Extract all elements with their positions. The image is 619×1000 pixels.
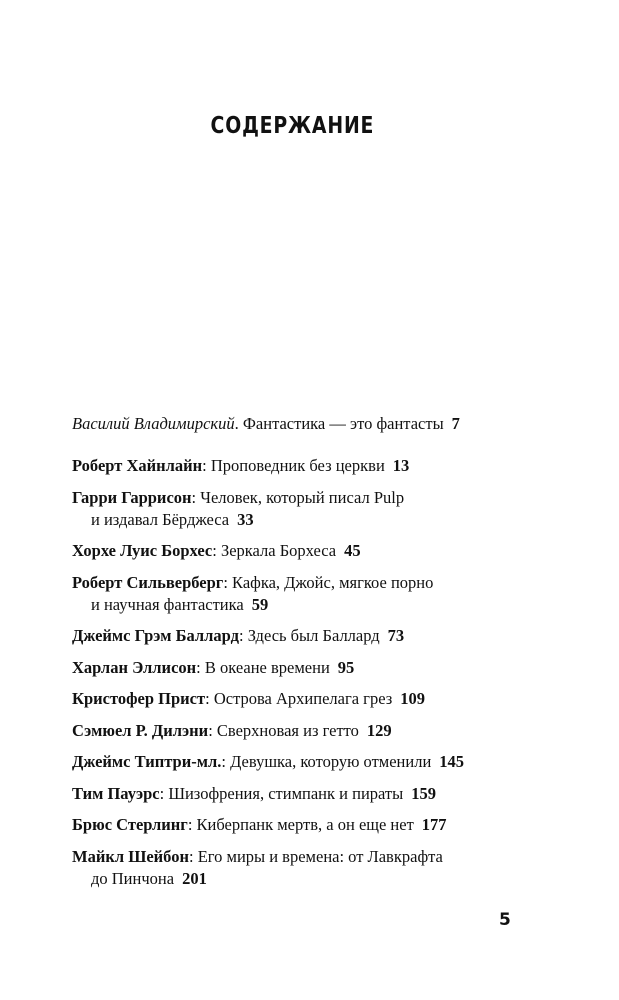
toc-title: Его миры и времена: от Лавкрафта	[197, 846, 443, 866]
toc-entry	[72, 625, 552, 647]
toc-title: Кафка, Джойс, мягкое порно	[232, 572, 434, 592]
toc-title: Острова Архипелага грез	[213, 689, 393, 708]
toc-entry	[72, 751, 552, 773]
toc-author: Тим Пауэрс	[72, 783, 160, 803]
toc-separator: :	[223, 572, 233, 592]
toc-entry	[72, 657, 552, 679]
toc-page: 95	[337, 657, 355, 677]
toc-entry	[72, 455, 552, 477]
toc-author: Джеймс Типтри-мл.	[72, 752, 222, 771]
toc-entry	[72, 688, 552, 710]
toc-author: Харлан Эллисон	[72, 657, 197, 677]
toc-author: Роберт Хайнлайн	[72, 456, 203, 475]
toc-title: Сверхновая из гетто	[216, 720, 359, 740]
toc-title-continued	[72, 509, 552, 531]
table-of-contents	[72, 413, 552, 899]
toc-separator: :	[208, 720, 217, 740]
toc-title-line2: и издавал Бёрджеса	[91, 509, 230, 529]
toc-title: Шизофрения, стимпанк и пираты	[168, 783, 404, 803]
toc-entry	[72, 572, 552, 616]
toc-title: Зеркала Борхеса	[220, 541, 337, 560]
toc-separator: .	[234, 414, 243, 433]
toc-author: Роберт Сильверберг	[72, 572, 224, 592]
toc-separator: :	[212, 541, 221, 560]
toc-title: Человек, который писал Pulp	[200, 487, 405, 507]
toc-title: Киберпанк мертв, а он еще нет	[196, 815, 414, 834]
toc-entry	[72, 846, 552, 890]
toc-author: Джеймс Грэм Баллард	[72, 626, 239, 645]
toc-title-line2: и научная фантастика	[91, 594, 244, 614]
toc-page: 129	[366, 720, 392, 740]
toc-title: В океане времени	[204, 657, 330, 677]
toc-author: Майкл Шейбон	[72, 846, 189, 866]
toc-separator: :	[221, 752, 231, 771]
toc-author: Сэмюел Р. Дилэни	[72, 720, 209, 740]
toc-entry	[72, 783, 552, 805]
toc-separator: :	[205, 689, 214, 708]
toc-separator: :	[238, 626, 248, 645]
toc-page: 73	[387, 626, 405, 645]
toc-title: Проповедник без церкви	[210, 456, 385, 475]
toc-page: 145	[439, 752, 465, 771]
toc-title: Здесь был Баллард	[247, 626, 380, 645]
toc-author: Хорхе Луис Борхес	[72, 541, 213, 560]
toc-separator: :	[187, 815, 197, 834]
toc-page: 159	[411, 783, 436, 803]
page-title: СОДЕРЖАНИЕ	[210, 113, 375, 139]
toc-separator: :	[191, 487, 201, 507]
toc-page: 13	[392, 456, 410, 475]
toc-separator: :	[159, 783, 169, 803]
toc-page: 7	[451, 414, 460, 433]
toc-title-continued	[72, 594, 552, 616]
toc-author: Василий Владимирский	[72, 414, 235, 433]
toc-title-continued	[72, 868, 552, 890]
toc-title: Девушка, которую отменили	[230, 752, 432, 771]
toc-title-line2: до Пинчона	[91, 868, 175, 888]
toc-page: 109	[400, 689, 425, 708]
toc-separator: :	[188, 846, 198, 866]
toc-page: 45	[344, 541, 361, 560]
toc-separator: :	[196, 657, 205, 677]
toc-entry	[72, 540, 552, 562]
toc-entry	[72, 487, 552, 531]
page-number: 5	[499, 910, 511, 930]
toc-separator: :	[202, 456, 211, 475]
toc-entry	[72, 720, 552, 742]
toc-page: 201	[182, 868, 207, 888]
toc-entry	[72, 814, 552, 836]
toc-title: Фантастика — это фантасты	[242, 414, 444, 433]
toc-page: 177	[421, 815, 447, 834]
toc-author: Брюс Стерлинг	[72, 815, 188, 834]
toc-author: Гарри Гаррисон	[72, 487, 192, 507]
toc-entry	[72, 413, 552, 435]
toc-page: 33	[237, 509, 254, 529]
toc-page: 59	[251, 594, 269, 614]
toc-author: Кристофер Прист	[72, 689, 206, 708]
